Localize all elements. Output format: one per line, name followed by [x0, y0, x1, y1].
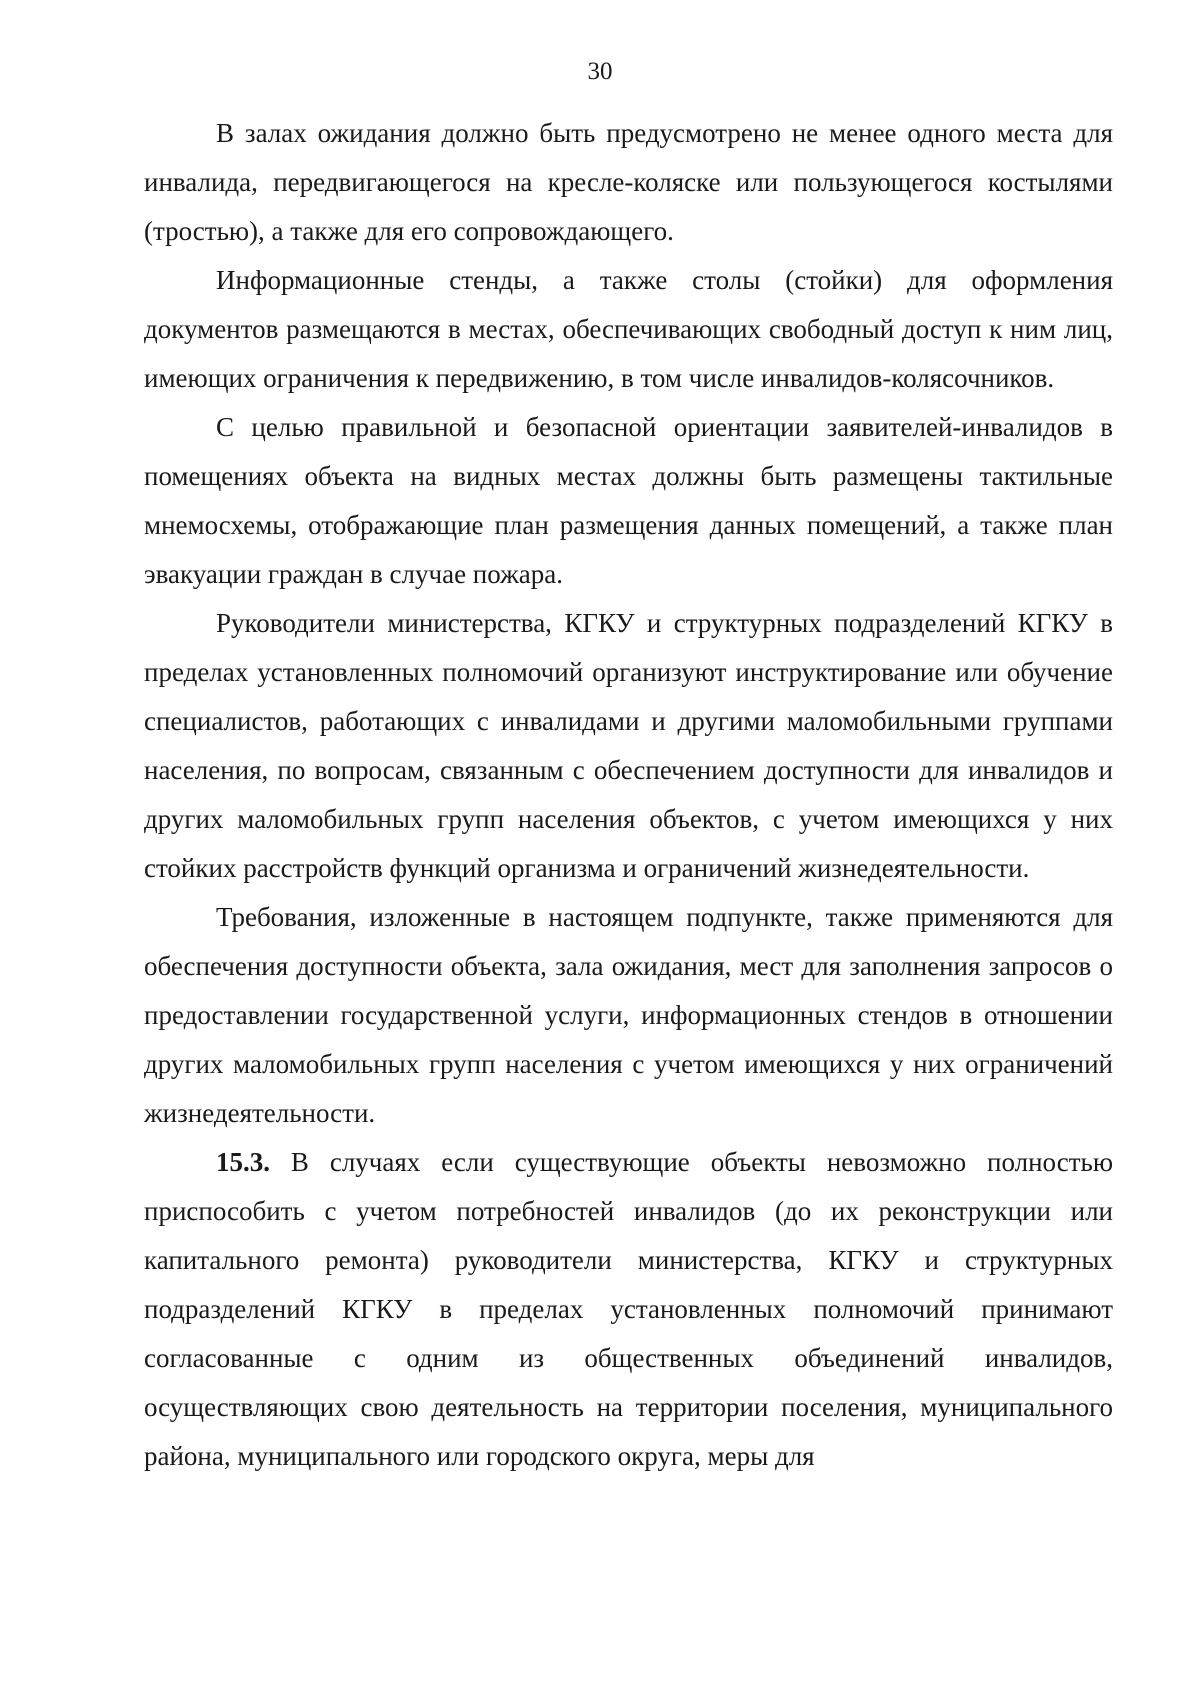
page-number: 30 — [587, 58, 613, 85]
paragraph-waiting-rooms: В залах ожидания должно быть предусмотрено не менее одного места для инвалида, передвигающегося на кресле-коляске или пользующегося костылями (тростью), а также для его сопровождающего. — [144, 118, 1113, 246]
clause-text: В случаях если существующие объекты невозможно полностью приспособить с учетом потребностей инвалидов (до их реконструкции или капитального ремонта) руководители министерства, КГКУ и структурных подразделений КГКУ в пределах установленных полномочий принимают согласованные с одним из общественных объединений инвалидов, осуществляющих свою деятельность на территории поселения, муниципального района, муниципального или городского округа, меры для — [144, 1147, 1113, 1471]
document-body — [144, 109, 1113, 1481]
paragraph-requirements: Требования, изложенные в настоящем подпункте, также применяются для обеспечения доступности объекта, зала ожидания, мест для заполнения запросов о предоставлении государственной услуги, информационных стендов в отношении других маломобильных групп населения с учетом имеющихся у них ограничений жизнедеятельности. — [144, 902, 1113, 1128]
paragraph-15-3 — [144, 1138, 1113, 1481]
paragraph-information-stands: Информационные стенды, а также столы (стойки) для оформления документов размещаются в местах, обеспечивающих свободный доступ к ним лиц, имеющих ограничения к передвижению, в том числе инвалидов-колясочников. — [144, 265, 1113, 393]
paragraph-tactile-schemes: С целью правильной и безопасной ориентации заявителей-инвалидов в помещениях объекта на видных местах должны быть размещены тактильные мнемосхемы, отображающие план размещения данных помещений, а также план эвакуации граждан в случае пожара. — [144, 412, 1113, 589]
paragraph-staff-training: Руководители министерства, КГКУ и структурных подразделений КГКУ в пределах установленных полномочий организуют инструктирование или обучение специалистов, работающих с инвалидами и другими маломобильными группами населения, по вопросам, связанным с обеспечением доступности для инвалидов и других маломобильных групп населения объектов, с учетом имеющихся у них стойких расстройств функций организма и ограничений жизнедеятельности. — [144, 608, 1113, 883]
clause-number: 15.3. — [216, 1147, 270, 1177]
